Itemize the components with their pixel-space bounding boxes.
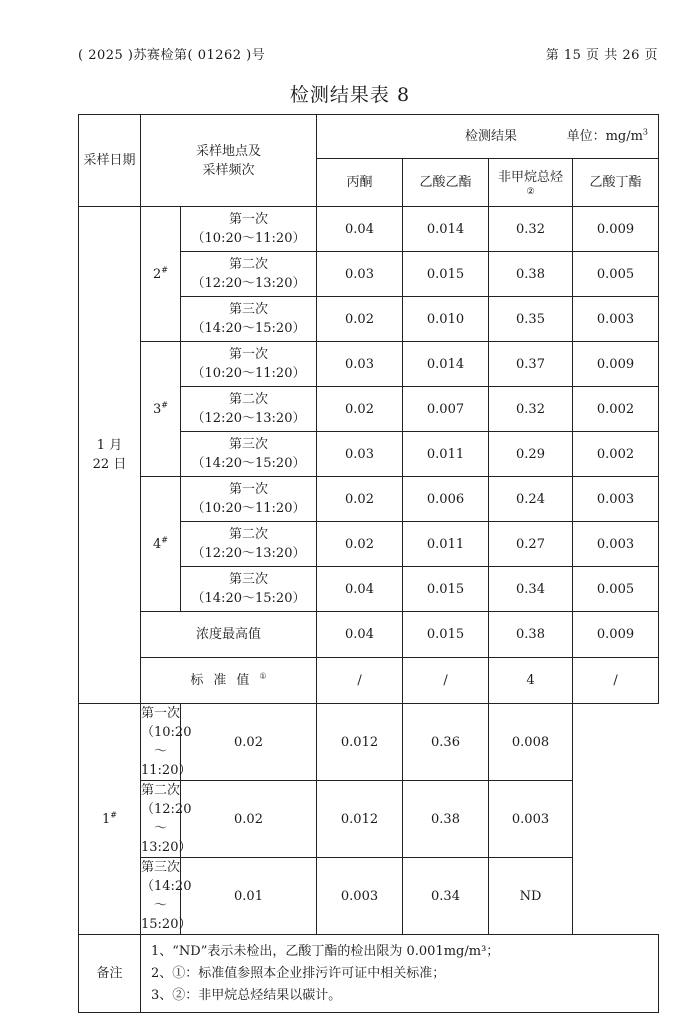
value-cell: 0.011 bbox=[403, 522, 489, 567]
standard-value-cell: / bbox=[403, 658, 489, 704]
note-item: 2、①：标准值参照本企业排污许可证中相关标准； bbox=[151, 965, 446, 981]
value-cell: 0.29 bbox=[489, 432, 573, 477]
frequency-cell: 第三次 （14:20～15:20） bbox=[181, 297, 317, 342]
value-cell: 0.002 bbox=[573, 387, 659, 432]
document-number: ( 2025 )苏赛检第( 01262 )号 bbox=[78, 48, 266, 63]
standard-value-cell: 4 bbox=[489, 658, 573, 704]
value-cell: 0.02 bbox=[317, 477, 403, 522]
value-cell: 0.04 bbox=[317, 567, 403, 612]
value-cell: 0.34 bbox=[403, 858, 489, 935]
value-cell: 0.012 bbox=[317, 704, 403, 781]
value-cell: 0.003 bbox=[573, 477, 659, 522]
value-cell: 0.03 bbox=[317, 432, 403, 477]
value-cell: 0.02 bbox=[181, 704, 317, 781]
value-cell: 0.014 bbox=[403, 207, 489, 252]
sampling-date: 1 月 22 日 bbox=[79, 207, 141, 704]
frequency-cell: 第二次 （12:20～13:20） bbox=[181, 522, 317, 567]
value-cell: 0.03 bbox=[317, 252, 403, 297]
site-label: 4# bbox=[141, 477, 181, 612]
value-cell: 0.008 bbox=[489, 704, 573, 781]
value-cell: 0.38 bbox=[403, 781, 489, 858]
frequency-cell: 第二次 （12:20～13:20） bbox=[181, 252, 317, 297]
value-cell: 0.010 bbox=[403, 297, 489, 342]
header-location-line2: 采样频次 bbox=[202, 162, 255, 178]
compound-header-nmhc: 非甲烷总烃 ② bbox=[489, 159, 573, 207]
value-cell: 0.34 bbox=[489, 567, 573, 612]
max-value-cell: 0.015 bbox=[403, 612, 489, 658]
value-cell: 0.03 bbox=[317, 342, 403, 387]
compound-header-ethyl-acetate: 乙酸乙酯 bbox=[403, 159, 489, 207]
results-label: 检测结果 bbox=[465, 128, 518, 144]
value-cell: 0.37 bbox=[489, 342, 573, 387]
value-cell: ND bbox=[489, 858, 573, 935]
max-value-cell: 0.38 bbox=[489, 612, 573, 658]
value-cell: 0.38 bbox=[489, 252, 573, 297]
results-table bbox=[78, 114, 659, 1013]
header-location bbox=[141, 115, 317, 207]
frequency-cell: 第二次 （12:20～13:20） bbox=[181, 387, 317, 432]
header-results bbox=[317, 115, 659, 159]
notes-label: 备注 bbox=[79, 935, 141, 1013]
value-cell: 0.02 bbox=[317, 297, 403, 342]
header-date-label: 采样日期 bbox=[83, 153, 136, 168]
standard-value-label: 标准值① bbox=[141, 658, 317, 704]
value-cell: 0.02 bbox=[317, 387, 403, 432]
value-cell: 0.002 bbox=[573, 432, 659, 477]
table-title: 检测结果表 8 bbox=[289, 84, 411, 106]
frequency-cell: 第三次 （14:20～15:20） bbox=[141, 858, 181, 935]
value-cell: 0.32 bbox=[489, 387, 573, 432]
value-cell: 0.003 bbox=[573, 522, 659, 567]
value-cell: 0.24 bbox=[489, 477, 573, 522]
site-label: 1# bbox=[79, 704, 141, 935]
value-cell: 0.003 bbox=[317, 858, 403, 935]
value-cell: 0.003 bbox=[573, 297, 659, 342]
value-cell: 0.015 bbox=[403, 252, 489, 297]
value-cell: 0.35 bbox=[489, 297, 573, 342]
frequency-cell: 第一次 （10:20～11:20） bbox=[181, 477, 317, 522]
value-cell: 0.005 bbox=[573, 567, 659, 612]
unit-label: 单位：$mg/m^3$ bbox=[566, 127, 649, 144]
page-info: 第 15 页 共 26 页 bbox=[545, 48, 658, 63]
standard-value-cell: / bbox=[573, 658, 659, 704]
max-value-label: 浓度最高值 bbox=[141, 612, 317, 658]
value-cell: 0.003 bbox=[489, 781, 573, 858]
frequency-cell: 第一次 （10:20～11:20） bbox=[181, 207, 317, 252]
value-cell: 0.36 bbox=[403, 704, 489, 781]
value-cell: 0.27 bbox=[489, 522, 573, 567]
max-value-cell: 0.04 bbox=[317, 612, 403, 658]
max-value-cell: 0.009 bbox=[573, 612, 659, 658]
frequency-cell: 第三次 （14:20～15:20） bbox=[181, 567, 317, 612]
standard-value-cell: / bbox=[317, 658, 403, 704]
header-date bbox=[79, 115, 141, 207]
note-item: 3、②：非甲烷总烃结果以碳计。 bbox=[151, 987, 342, 1003]
frequency-cell: 第一次 （10:20～11:20） bbox=[181, 342, 317, 387]
value-cell: 0.014 bbox=[403, 342, 489, 387]
compound-header-butyl-acetate: 乙酸丁酯 bbox=[573, 159, 659, 207]
value-cell: 0.005 bbox=[573, 252, 659, 297]
note-item: 1、“ND”表示未检出，乙酸丁酯的检出限为 0.001mg/m³； bbox=[151, 943, 500, 959]
value-cell: 0.02 bbox=[317, 522, 403, 567]
header-location-line1: 采样地点及 bbox=[196, 143, 262, 159]
frequency-cell: 第二次 （12:20～13:20） bbox=[141, 781, 181, 858]
value-cell: 0.012 bbox=[317, 781, 403, 858]
value-cell: 0.04 bbox=[317, 207, 403, 252]
value-cell: 0.007 bbox=[403, 387, 489, 432]
value-cell: 0.011 bbox=[403, 432, 489, 477]
value-cell: 0.009 bbox=[573, 207, 659, 252]
site-label: 2# bbox=[141, 207, 181, 342]
value-cell: 0.02 bbox=[181, 781, 317, 858]
frequency-cell: 第三次 （14:20～15:20） bbox=[181, 432, 317, 477]
value-cell: 0.006 bbox=[403, 477, 489, 522]
frequency-cell: 第一次 （10:20～11:20） bbox=[141, 704, 181, 781]
value-cell: 0.015 bbox=[403, 567, 489, 612]
notes-content bbox=[141, 935, 659, 1013]
value-cell: 0.01 bbox=[181, 858, 317, 935]
value-cell: 0.32 bbox=[489, 207, 573, 252]
compound-header-acetone: 丙酮 bbox=[317, 159, 403, 207]
value-cell: 0.009 bbox=[573, 342, 659, 387]
compound-note-mark: ② bbox=[526, 187, 535, 197]
site-label: 3# bbox=[141, 342, 181, 477]
